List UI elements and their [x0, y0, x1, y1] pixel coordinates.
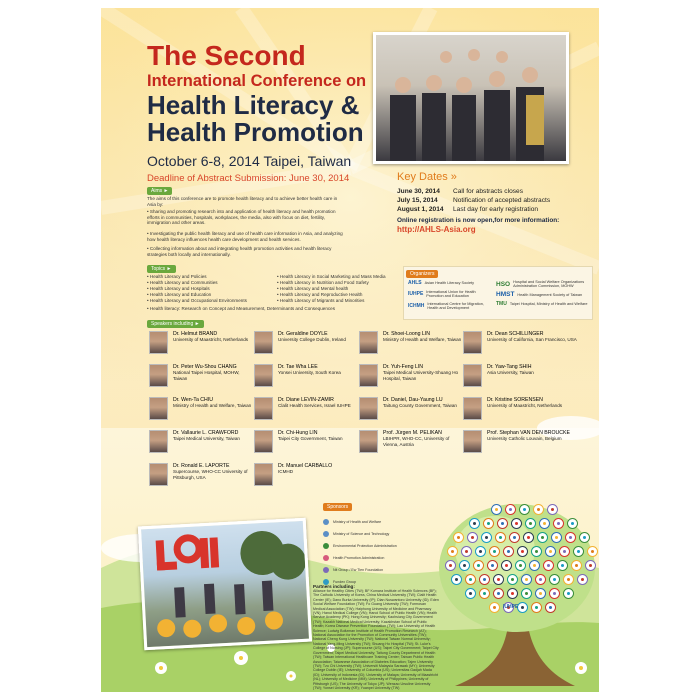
partner-logo-icon	[509, 532, 520, 543]
partner-logo-icon	[473, 560, 484, 571]
speaker-affiliation: Taitung County Government, Taiwan	[383, 403, 457, 409]
partner-logo-mark	[449, 564, 452, 567]
topic-item: • Health Literacy and Mental health	[277, 286, 349, 292]
speaker-photo	[463, 430, 482, 453]
speaker-photo	[254, 331, 273, 354]
partner-logo-icon	[521, 574, 532, 585]
partner-logo-icon	[543, 560, 554, 571]
partner-logo-mark	[567, 578, 570, 581]
speaker-affiliation: National Taipei Hospital, MOHW, Taiwan	[173, 370, 240, 381]
speaker-card	[463, 430, 591, 463]
speakers-col-1	[149, 331, 255, 496]
speaker-photo	[359, 430, 378, 453]
partner-logo-icon	[539, 518, 550, 529]
speaker-name: Dr. Peter Wu-Shou CHANG	[173, 364, 237, 370]
partner-logo-icon	[521, 588, 532, 599]
key-dates-list	[397, 187, 597, 214]
bicycle-photo-scene	[141, 521, 309, 647]
partners-text: Alliance for Healthy Cities (TW); BF Kumara Institute of Health Sciences (BF); The Catholic University of Korea, China Medical University (TW); Clalit Health Center (IE); Dano Burka University (IP); Dian Nuswantoro University (ID); Eden Social Welfare Foundation (TW); Fo Guang University (TW); Formosan Medical Association (TW); Haiphong University of Medicine and Pharmacy (VN); Hanoi Medical College (VN); Hanoi School of Public Health (VN); Health Service Academy (PK); Hong Kong University; Kaohsiung City Government (TW); Kazakh National Medical University; Kazakhstan School of Public Health; Korea Disease Prevention Foundation (TW); Lao University of Health Science; Ludwig Boltzman Institute of Health Promotion Research (AT); National Association for the Promotion of Community Universities (TW); National Cheng Kung University (TW); National Taiwan Normal University; National Yang-Ming University (TW); Shuang Ho Hospital (TW); St. Luke's College of Nursing (JP); Supercourse (US); Taipei City Government; Taipei City Government; Taipei Medical University; Taitung County Department of Health (TW); Taiwan International Healthcare Training Center; Taiwan Public Health Association; Taiwanese Association of Diabetes Education; Tajen University (TW); Tzu Chi University (TW); Universiti Malaysia Sarawak (MY); University College Dublin (IE); University of Columbia (US); Universitas Gadjah Mada (ID); University of Indonesia (ID); University of Malaya; University of Maastricht (NL); University of Medicine (MM); University of Philippines; University of Pittsburgh (US); The University of Tokyo (JP); Wenzao Ursuline University (TW); Yonsei University (KR); Yuanpei University (TW)	[313, 589, 439, 690]
organizer-item: TMU Taipei Hospital, Ministry of Health and Welfare	[496, 301, 588, 307]
partner-logo-mark	[553, 592, 556, 595]
speaker-card	[463, 331, 591, 364]
speaker-affiliation: Ministry of Health and Welfare, Taiwan	[383, 337, 462, 343]
speaker-name: Dr. Chi-Hung LIN	[278, 430, 318, 436]
organizers-left	[408, 280, 494, 310]
speaker-affiliation: Taipei City Government, Taiwan	[278, 436, 343, 442]
partner-logo-icon	[505, 504, 516, 515]
sponsors-label: Sponsors	[323, 503, 352, 511]
speaker-card	[463, 364, 591, 397]
topic-item: • Health Literacy and Policies	[147, 274, 207, 279]
speaker-card	[463, 397, 591, 430]
sponsor-logo-icon	[323, 531, 329, 537]
topic-item: • Health Literacy and Reproductive Health	[277, 292, 363, 298]
speaker-card	[254, 331, 360, 364]
partner-logo-mark	[521, 606, 524, 609]
partner-logo-mark	[557, 522, 560, 525]
topics-label: Topics ►	[147, 265, 176, 273]
partner-logo-mark	[539, 578, 542, 581]
speaker-affiliation: Taipei Medical University-Shuang Ho Hospital, Taiwan	[383, 370, 459, 381]
topic-item: • Health Literacy and Education	[147, 292, 212, 298]
sponsor-item: Ministry of Health and Welfare	[323, 516, 427, 528]
partner-logo-icon	[577, 574, 588, 585]
partner-logo-mark	[513, 536, 516, 539]
partner-logo-mark	[549, 550, 552, 553]
partner-logo-icon	[493, 574, 504, 585]
partner-logo-icon	[557, 560, 568, 571]
topic-item: • Health Literacy and Hospitals	[147, 286, 210, 292]
sponsor-item: Environmental Protection Administration	[323, 540, 427, 552]
partner-logo-icon	[461, 546, 472, 557]
speaker-affiliation: University College Dublin, Ireland	[278, 337, 346, 343]
topic-item: • Health Literacy and Communities	[147, 280, 218, 286]
partner-logo-icon	[545, 546, 556, 557]
speaker-card	[359, 364, 465, 397]
organizers-right	[496, 280, 590, 307]
partner-logo-icon	[511, 518, 522, 529]
partner-logo-icon	[559, 546, 570, 557]
partner-logo-icon	[487, 560, 498, 571]
partner-logo-icon	[467, 532, 478, 543]
partner-logo-mark	[469, 578, 472, 581]
partner-logo-mark	[543, 522, 546, 525]
title-line-1: The Second	[147, 40, 306, 71]
partner-logo-icon	[563, 588, 574, 599]
aims-label: Aims ►	[147, 187, 172, 195]
partner-logo-icon	[453, 532, 464, 543]
speaker-photo	[463, 331, 482, 354]
sponsor-logo-icon	[323, 567, 329, 573]
key-date-row: July 15, 2014 Notification of accepted abstracts	[397, 197, 551, 204]
speaker-card	[254, 397, 360, 430]
partner-logo-mark	[463, 564, 466, 567]
speaker-photo	[149, 397, 168, 420]
partner-logo-mark	[539, 592, 542, 595]
title-line-4: Health Promotion	[147, 117, 364, 147]
partner-logo-mark	[485, 536, 488, 539]
partner-logo-mark	[589, 564, 592, 567]
speaker-name: Dr. Dean SCHILLINGER	[487, 331, 544, 337]
speaker-name: Dr. Diane LEVIN-ZAMIR	[278, 397, 334, 403]
speaker-affiliation: Clalit Health Services, Israel IUHPE	[278, 403, 351, 409]
partner-logo-icon	[507, 588, 518, 599]
partner-logo-mark	[511, 592, 514, 595]
sponsor-logo-icon	[323, 543, 329, 549]
partner-logo-mark	[571, 522, 574, 525]
partner-logo-mark	[563, 550, 566, 553]
sponsors-section	[323, 495, 427, 588]
speakers-col-3	[359, 331, 465, 463]
key-date-row: June 30, 2014 Call for abstracts closes	[397, 188, 523, 195]
partner-logo-mark	[547, 564, 550, 567]
partner-logo-icon	[445, 560, 456, 571]
partner-logo-mark	[469, 592, 472, 595]
speaker-name: Dr. Yaw-Tang SHIH	[487, 364, 532, 370]
speaker-name: Dr. Ronald E. LAPORTE	[173, 463, 230, 469]
organizers-label: Organizers	[406, 270, 438, 278]
speakers-label: Speakers including ►	[147, 320, 204, 328]
aims-bullet-2: • Investigating the public health literacy and use of health care information in Asia, and analyzing how health literacy influences health care development and health services.	[147, 231, 343, 242]
partner-logo-icon	[545, 602, 556, 613]
partner-logo-mark	[577, 550, 580, 553]
conference-poster	[101, 8, 599, 692]
partner-logo-mark	[509, 508, 512, 511]
speaker-affiliation: ICMHD	[278, 469, 294, 475]
partner-logo-mark	[457, 536, 460, 539]
partner-logo-mark	[533, 564, 536, 567]
speaker-affiliation: Yonsei University, South Korea	[278, 370, 341, 376]
topic-item: • Health Literacy in Nutrition and Food Safety	[277, 280, 369, 286]
speakers-col-2	[254, 331, 360, 496]
partner-logo-icon	[525, 518, 536, 529]
partner-logo-mark	[549, 606, 552, 609]
speaker-affiliation: University of Maastricht, Netherlands	[173, 337, 249, 343]
partners-section	[313, 584, 439, 690]
partner-logo-icon	[549, 588, 560, 599]
partner-logo-icon	[537, 532, 548, 543]
partner-logo-icon	[489, 602, 500, 613]
partner-logo-icon	[507, 574, 518, 585]
aims-bullet-3: • Collecting information about and integrating health promotion activities and health literacy strategies both locally and internationally.	[147, 246, 332, 257]
speaker-photo	[254, 397, 273, 420]
speaker-name: Dr. Wen-Ta CHIU	[173, 397, 213, 403]
partner-logo-mark	[487, 522, 490, 525]
partner-logo-mark	[511, 578, 514, 581]
group-photo-people	[376, 35, 566, 161]
partner-logo-icon	[551, 532, 562, 543]
partner-logo-mark	[505, 564, 508, 567]
partner-logo-icon	[563, 574, 574, 585]
title-line-3: Health Literacy &	[147, 90, 360, 120]
partner-logo-mark	[483, 592, 486, 595]
topic-item: • Health Literacy of Migrants and Minorities	[277, 298, 365, 304]
partner-logo-icon	[495, 532, 506, 543]
speaker-name: Prof. Stephan VAN DEN BROUCKE	[487, 430, 570, 436]
registration-url[interactable]: http://AHLS-Asia.org	[397, 225, 476, 234]
partners-title: Partners including:	[313, 584, 355, 589]
partner-logo-mark	[555, 536, 558, 539]
partner-logo-mark	[527, 536, 530, 539]
speaker-photo	[254, 463, 273, 486]
speaker-affiliation: Ministry of Health and Welfare, Taiwan	[173, 403, 252, 409]
partner-logo-icon	[491, 504, 502, 515]
partner-logo-icon	[587, 546, 598, 557]
partner-logo-mark	[525, 578, 528, 581]
partner-logo-mark	[535, 606, 538, 609]
speaker-card	[149, 364, 255, 397]
speaker-photo	[254, 430, 273, 453]
speaker-name: Dr. Tae Wha LEE	[278, 364, 318, 370]
speaker-card	[149, 331, 255, 364]
partner-logo-mark	[529, 522, 532, 525]
partner-logo-mark	[495, 508, 498, 511]
speaker-photo	[359, 331, 378, 354]
partner-logo-mark	[497, 592, 500, 595]
partner-logo-icon	[567, 518, 578, 529]
partner-logo-icon	[571, 560, 582, 571]
partner-logo-icon	[535, 588, 546, 599]
speaker-photo	[463, 364, 482, 387]
speaker-card	[359, 430, 465, 463]
love-sculpture	[156, 536, 220, 570]
speaker-affiliation: University of Maastricht, Netherlands	[487, 403, 563, 409]
speaker-affiliation: Supercourse, WHO-CC University of Pittsburgh, USA	[173, 469, 248, 480]
speaker-name: Dr. Daniel, Dau-Yaung LU	[383, 397, 443, 403]
partner-logo-mark	[583, 536, 586, 539]
organizer-item: IUHPE International Union for Health Promotion and Education	[408, 290, 476, 298]
partner-logo-mark	[569, 536, 572, 539]
speaker-name: Dr. Helmut BRAND	[173, 331, 218, 337]
speaker-name: Dr. Manuel CARBALLO	[278, 463, 333, 469]
speaker-photo	[359, 364, 378, 387]
sponsors-list	[323, 516, 427, 588]
partner-logo-icon	[479, 588, 490, 599]
topic-item: • Health Literacy in Social Marketing and Mass Media	[277, 274, 386, 279]
speaker-card	[149, 397, 255, 430]
conference-date: October 6-8, 2014 Taipei, Taiwan	[147, 153, 352, 169]
partner-logo-mark	[455, 578, 458, 581]
speaker-affiliation: Taipei Medical University, Taiwan	[173, 436, 240, 442]
key-dates-section	[397, 171, 597, 234]
partner-logo-mark	[541, 536, 544, 539]
group-photo	[373, 32, 569, 164]
partner-logo-icon	[579, 532, 590, 543]
partner-logo-mark	[501, 522, 504, 525]
online-registration-text: Online registration is now open,for more information:	[397, 217, 560, 224]
partner-logo-mark	[537, 508, 540, 511]
speaker-photo	[149, 463, 168, 486]
key-dates-title: Key Dates »	[397, 171, 457, 183]
organizer-item: HMST Health Management Society of Taiwan	[496, 291, 583, 298]
partner-logo-icon	[447, 546, 458, 557]
speaker-card	[254, 463, 360, 496]
partner-logo-icon	[535, 574, 546, 585]
abstract-deadline: Deadline of Abstract Submission: June 30, 2014	[147, 173, 350, 184]
speaker-affiliation: University of California, San Francisco, USA	[487, 337, 577, 343]
partner-logo-icon	[549, 574, 560, 585]
partner-logo-icon	[479, 574, 490, 585]
speaker-card	[254, 430, 360, 463]
speaker-affiliation: LBIHPR, WHO-CC, University of Vienna, Austria	[383, 436, 450, 447]
partner-logo-icon	[529, 560, 540, 571]
partner-logo-mark	[493, 606, 496, 609]
title-line-2: International Conference on	[147, 72, 367, 90]
partner-logo-mark	[483, 578, 486, 581]
partner-logo-mark	[575, 564, 578, 567]
speakers-col-4	[463, 331, 591, 463]
partner-logo-mark	[535, 550, 538, 553]
speaker-photo	[149, 364, 168, 387]
sponsor-logo-icon	[323, 555, 329, 561]
partner-logo-icon	[493, 588, 504, 599]
partner-logo-mark	[473, 522, 476, 525]
speaker-card	[149, 463, 255, 496]
partner-logo-icon	[475, 546, 486, 557]
partner-logo-icon	[531, 602, 542, 613]
partner-logo-icon	[489, 546, 500, 557]
partner-logo-mark	[581, 578, 584, 581]
partner-logo-icon	[451, 574, 462, 585]
tree-logo-cluster	[439, 500, 595, 620]
speaker-card	[359, 397, 465, 430]
partner-logo-mark	[451, 550, 454, 553]
partner-logo-mark	[567, 592, 570, 595]
topics-left-list	[147, 274, 277, 304]
speaker-photo	[463, 397, 482, 420]
partner-logo-mark	[519, 564, 522, 567]
aims-bullet-1: • Sharing and promoting research into and application of health literacy and health promotion efforts in communities, hospitals, workplaces, the media, also with focus on diet, fertility, immigration and other areas.	[147, 209, 336, 226]
partner-logo-icon	[465, 588, 476, 599]
sponsor-item: Fundex Group	[323, 576, 427, 588]
speaker-card	[359, 331, 465, 364]
partner-logo-icon	[547, 504, 558, 515]
organizer-item: HSO Hospital and Social Welfare Organizations Administration Commission, MOHW	[496, 280, 585, 288]
speaker-photo	[149, 331, 168, 354]
partner-logo-mark	[561, 564, 564, 567]
topics-right-list	[277, 274, 397, 304]
sponsor-item: Health Promotion Administration	[323, 552, 427, 564]
partner-logo-icon	[469, 518, 480, 529]
partner-logo-icon	[531, 546, 542, 557]
partner-logo-icon	[523, 532, 534, 543]
partner-logo-icon	[459, 560, 470, 571]
sponsor-logo-icon	[323, 519, 329, 525]
partner-logo-mark	[553, 578, 556, 581]
partner-logo-mark	[499, 536, 502, 539]
speaker-photo	[149, 430, 168, 453]
sponsor-item: Nit Group / Ew Tien Foundation	[323, 564, 427, 576]
speaker-affiliation: Asia University, Taiwan	[487, 370, 534, 376]
speaker-name: Dr. Yuh-Feng LIN	[383, 364, 423, 370]
partner-logo-mark	[477, 564, 480, 567]
speaker-card	[149, 430, 255, 463]
aims-intro: The aims of this conference are to promote health literacy and to achieve better health care in Asia by:	[147, 196, 338, 207]
iuhpe-logo: IUHPE	[503, 604, 519, 610]
partner-logo-mark	[497, 578, 500, 581]
partner-logo-icon	[553, 518, 564, 529]
topic-item-wide: • Health literacy: Research on Concept and Measurement, Determinants and Consequences	[147, 306, 336, 311]
partner-logo-icon	[533, 504, 544, 515]
partner-logo-mark	[471, 536, 474, 539]
speaker-name: Dr. Vallaurie L. CRAWFORD	[173, 430, 239, 436]
partner-logo-icon	[519, 504, 530, 515]
bicycle-photo	[138, 518, 312, 651]
partner-logo-icon	[465, 574, 476, 585]
topic-item: • Health Literacy and Occupational Environments	[147, 298, 247, 304]
organizers-box	[403, 266, 593, 320]
partner-logo-mark	[479, 550, 482, 553]
speaker-name: Dr. Shoei-Loong LIN	[383, 331, 431, 337]
sponsor-item: Ministry of Science and Technology	[323, 528, 427, 540]
partner-logo-mark	[493, 550, 496, 553]
partner-logo-mark	[465, 550, 468, 553]
organizer-item: AHLS Asian Health Literacy Society	[408, 280, 475, 286]
partner-logo-icon	[481, 532, 492, 543]
partner-logo-icon	[497, 518, 508, 529]
speaker-photo	[254, 364, 273, 387]
partner-logo-mark	[523, 508, 526, 511]
partner-logo-icon	[503, 546, 514, 557]
partner-logo-icon	[573, 546, 584, 557]
speaker-card	[254, 364, 360, 397]
partner-logo-mark	[515, 522, 518, 525]
partner-logo-icon	[585, 560, 596, 571]
speaker-photo	[359, 397, 378, 420]
partner-logo-icon	[517, 546, 528, 557]
partner-logo-icon	[501, 560, 512, 571]
partner-logo-icon	[565, 532, 576, 543]
partner-logo-mark	[521, 550, 524, 553]
speaker-name: Dr. Geraldine DOYLE	[278, 331, 328, 337]
partner-logo-mark	[551, 508, 554, 511]
key-date-row: August 1, 2014 Last day for early registration	[397, 206, 539, 213]
partner-logo-mark	[491, 564, 494, 567]
speaker-name: Dr. Kristine SORENSEN	[487, 397, 543, 403]
speaker-affiliation: University Catholic Louvain, Belgium	[487, 436, 562, 442]
partner-logo-icon	[483, 518, 494, 529]
partner-logo-icon	[515, 560, 526, 571]
organizer-item: ICHMH International Centre for Migration, Health and Development	[408, 302, 484, 310]
partner-logo-icon	[517, 602, 528, 613]
partner-logo-mark	[591, 550, 594, 553]
partner-logo-mark	[525, 592, 528, 595]
partner-logo-mark	[507, 550, 510, 553]
speaker-name: Prof. Jürgen M. PELIKAN	[383, 430, 442, 436]
